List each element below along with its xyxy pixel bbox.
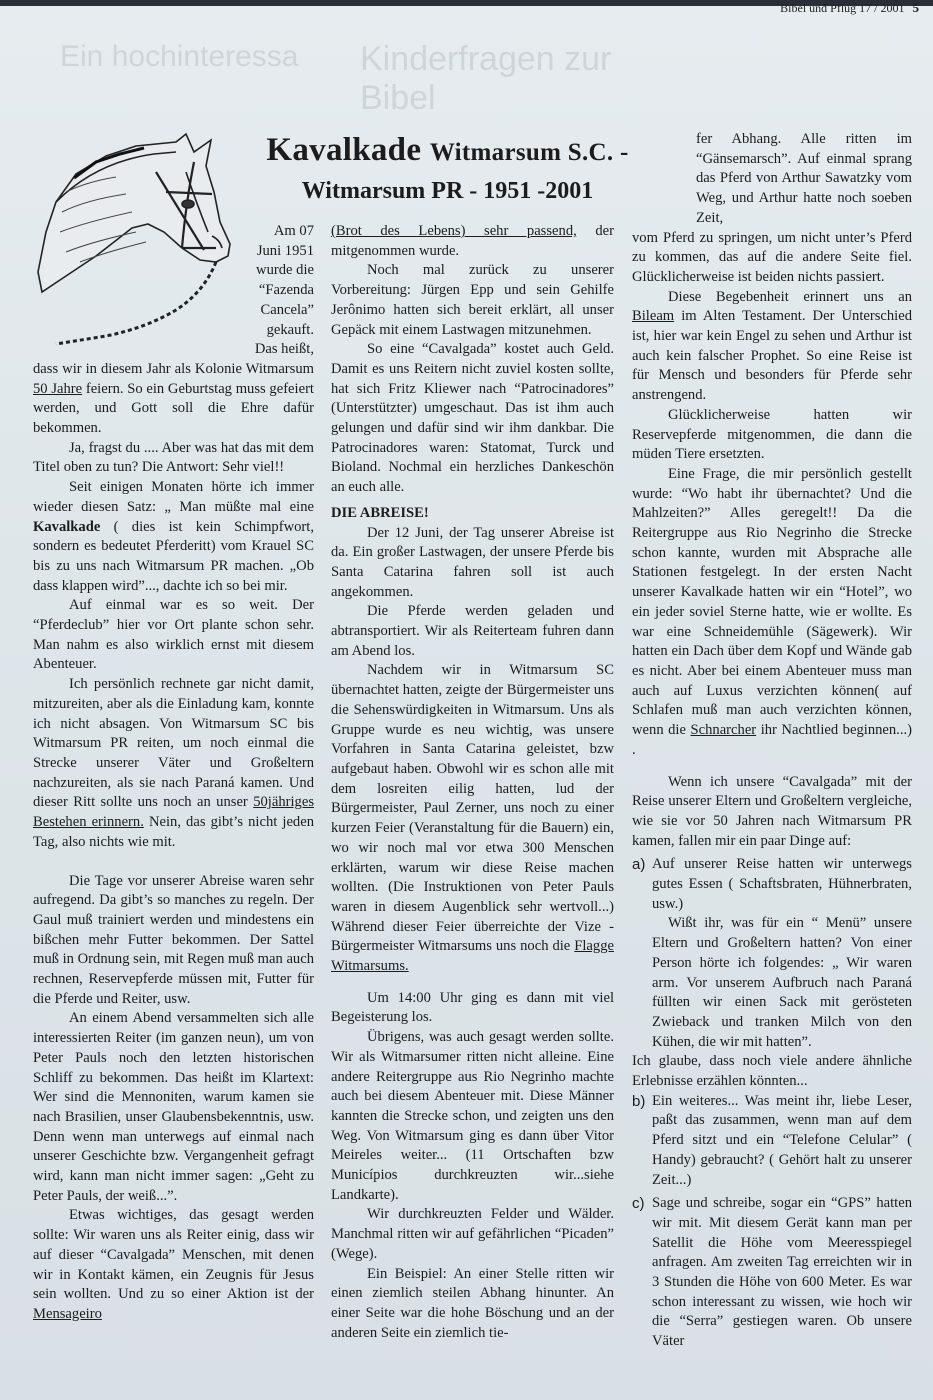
paragraph: Die Pferde werden geladen und abtransportiert. Wir als Reiterteam fuhren dann am Abend los. (331, 603, 614, 659)
title-sub: Witmarsum S.C. - (429, 139, 629, 166)
text: feiern. So ein Geburtstag muss gefeiert werden, und Gott soll die Ehre dafür bekommen. (33, 380, 314, 437)
text: Nachdem wir in Witmarsum SC übernachtet hatten, zeigte der Bürgermeister uns die Sehenswürdigkeiten in Witmarsum. Uns als Gruppe wurde es neu wichtig, was unsere Vorfahren in Santa Catarina geleistet, bzw aufgebaut haben. Obwohl wir es schon alle mit dem losreiten eilig hatten, lud der Bürgermeister, Paul Zerner, uns noch zu einer kurzen Feier (Veranstaltung für die Bauern) ein, wo wir noch mal vor etwa 300 Menschen erklärten, warum wir diese Reise machen wollten. (Die Instruktionen von Peter Pauls waren in diesem Augenblick sehr wertvoll...) Während dieser Feier überreichte der Vize - Bürgermeister Witmarsums uns noch die (331, 662, 614, 955)
paragraph: Glücklicherweise hatten wir Reservepferde mitgenommen, die dann die müden Tiere ersetzten. (632, 406, 912, 463)
show-through-text (60, 40, 660, 130)
paragraph (632, 465, 912, 761)
running-header (780, 0, 919, 18)
underlined-text: Schnarcher (690, 722, 757, 739)
wrapped-intro (33, 222, 314, 360)
text-column-3 (632, 130, 912, 1352)
paragraph (33, 360, 314, 439)
list-label: c) (632, 1195, 645, 1213)
paragraph (331, 661, 614, 976)
publication-name: Bibel und Pflug 17 / 2001 (780, 1, 905, 15)
page-number: 5 (912, 0, 919, 15)
list-label: b) (632, 1092, 646, 1110)
text: ihr Nachtlied beginnen...) . (632, 722, 912, 758)
paragraph (33, 675, 314, 852)
ghost-left: Ein hochinteressa (60, 40, 299, 73)
list-text: Auf unserer Reise hatten wir unterwegs gutes Essen ( Schaftsbraten, Hühnerbraten, usw.) (652, 856, 912, 912)
title-main: Kavalkade (266, 132, 422, 168)
list-item-b (632, 1092, 912, 1191)
paragraph: fer Abhang. Alle ritten im “Gänsemarsch”. Auf einmal sprang das Pferd von Arthur Sawatzky vom Weg, und Arthur hatte noch soeben Zeit, (696, 131, 912, 226)
paragraph: Ich glaube, dass noch viele andere ähnliche Erlebnisse erzählen könnten... (632, 1053, 912, 1090)
intro-line: “Fazenda (258, 282, 314, 299)
underlined-text: Mensageiro (33, 1305, 102, 1322)
text: Seit einigen Monaten hörte ich immer wieder diesen Satz: „ Man müßte mal eine (33, 479, 314, 515)
underlined-text: Flagge Witmarsums. (331, 938, 614, 975)
ghost-right: Kinderfragen zur Bibel (360, 40, 612, 117)
underlined-text: 50jähriges Bestehen erinnern. (33, 794, 314, 831)
paragraph: Der 12 Juni, der Tag unserer Abreise ist da. Ein großer Lastwagen, der unsere Pferde bis Santa Catarina fahren soll ist auch angekommen. (331, 524, 614, 600)
list-text: Ein weiteres... Was meint ihr, liebe Leser, paßt das zusammen, wenn man auf dem Pferd sitzt und ein “Telefone Celular” ( Handy) gebraucht? ( Gehört halt zu unserer Zeit...) (652, 1092, 912, 1188)
paragraph: vom Pferd zu springen, um nicht unter’s Pferd zu kommen, das auf die andere Seite fiel. Glücklicherweise ist beiden nichts passiert. (632, 229, 912, 285)
paragraph (33, 478, 314, 596)
text: ( dies ist kein Schimpfwort, sondern es bedeutet Pferderitt) vom Krauel SC bis zu uns nach Witmarsum PR machen. „Ob dass klappen wird”..., dachte ich so bei mir. (33, 518, 314, 594)
intro-line: gekauft. (266, 321, 314, 338)
text: dass wir in diesem Jahr als Kolonie Witmarsum (33, 360, 314, 377)
list-text: Wißt ihr, was für ein “ Menü” unsere Eltern und Großeltern hatten? Von einer Person hörte ich folgendes: „ Wir waren arm. Vor unserem Aufbruch nach Paraná füllten wir einen Sack mit gerösteten Zwieback und tranken Milch von den Kühen, die wir mit hatten”. (652, 915, 912, 1050)
text-column-2 (331, 222, 614, 1343)
intro-line: wurde die (256, 262, 314, 279)
intro-line: Cancela” (260, 301, 314, 318)
bold-text: Kavalkade (33, 518, 101, 535)
list-label: a) (632, 856, 646, 874)
underlined-text: (Brot des Lebens) sehr passend, (331, 223, 577, 239)
paragraph: Um 14:00 Uhr ging es dann mit viel Begeisterung los. (331, 989, 614, 1026)
intro-line: Am 07 (273, 223, 314, 239)
text: Etwas wichtiges, das gesagt werden sollte: Wir waren uns als Reiter einig, dass wir auf dieser “Cavalgada” Menschen, mit denen wir in Kontakt kämen, ein Zeugnis für Jesus sein wollten. Und zu so einer Aktion ist der (33, 1207, 314, 1303)
paragraph: Ja, fragst du .... Aber was hat das mit dem Titel oben zu tun? Die Antwort: Sehr viel!! (33, 439, 314, 476)
paragraph: So eine “Cavalgada” kostet auch Geld. Damit es uns Reitern nicht zuviel kosten sollte, hat sich Fritz Kliewer nach “Patrocinadores” (Unterstützter) umgeschaut. Das ist ihm auch gelungen und dafür sind wir ihm dankbar. Die Patrocinadores waren: Statomat, Turck und Bioland. Nochmal ein herzliches Dankeschön an euch alle. (331, 341, 614, 496)
intro-line: Juni 1951 (256, 242, 314, 259)
paragraph: Auf einmal war es so weit. Der “Pferdeclub” hier vor Ort plante schon sehr. Man nahm es also wirklich ernst mit diesem Abenteuer. (33, 597, 314, 673)
text: im Alten Testament. Der Unterschied ist, hier war kein Engel zu sehen und Arthur ist auch kein falscher Prophet. So eine Reise ist für Mensch und besonders für Pferde sehr anstrengend. (632, 308, 912, 404)
text: Nein, das gibt’s nicht jeden Tag, also nichts wie mit. (33, 814, 314, 850)
intro-line: Das heißt, (254, 341, 314, 358)
title-line-2: Witmarsum PR - 1951 -2001 (301, 178, 594, 204)
paragraph: Wir durchkreuzten Felder und Wälder. Manchmal ritten wir auf gefährlichen “Picaden” (Wege). (331, 1206, 614, 1262)
list-item-c (632, 1194, 912, 1352)
underlined-text: Bileam (632, 308, 675, 325)
paragraph: Ein Beispiel: An einer Stelle ritten wir einen ziemlich steilen Abhang hinunter. An einer Seite war die hohe Böschung und an der anderen Seite ein ziemlich tie- (331, 1265, 614, 1341)
article-title (250, 130, 645, 207)
paragraph (331, 222, 614, 261)
paragraph: Übrigens, was auch gesagt werden sollte. Wir als Witmarsumer ritten nicht alleine. Eine andere Reitergruppe aus Rio Negrinho machte auch bei diesem Abenteuer mit. Diese Männer kannten die Strecke schon, und zeigten uns den Weg. Von Witmarsum ging es dann über Vitor Meireles weiter... (11 Ortschaften bzw Municípios durchkreuzten wir...siehe Landkarte). (331, 1029, 614, 1203)
paragraph: An einem Abend versammelten sich alle interessierten Reiter (im ganzen neun), um von Peter Pauls noch den letzten historischen Schliff zu bekommen. Das heißt im Klartext: Wer sind die Mennoniten, warum kamen sie nach Brasilien, unser Glaubensbekenntnis, usw. Denn wenn man unterwegs auf einmal nach unserer Geschichte bzw. Vergangenheit gefragt wird, kann man nicht immer sagen: „Geht zu Peter Pauls, der weiß...”. (33, 1010, 314, 1204)
text: der mitgenommen wurde. (331, 223, 614, 259)
underlined-text: 50 Jahre (33, 380, 83, 397)
list-text: Sage und schreibe, sogar ein “GPS” hatten wir mit. Mit diesem Gerät kann man per Satellit die Höhe vom Meeresspiegel anfragen. Am zweiten Tag erreichten wir in 3 Stunden die Höhe von 600 Meter. Es war schon interessant zu wissen, wie hoch wir die “Serra” gestiegen waren. Ob unsere Väter (652, 1195, 912, 1350)
paragraph (632, 288, 912, 406)
text: Diese Begebenheit erinnert uns an (668, 288, 912, 305)
paragraph: Noch mal zurück zu unserer Vorbereitung: Jürgen Epp und sein Gehilfe Jerônimo hatten sich bereit erklärt, all unser Gepäck mit einem Lastwagen mitzunehmen. (331, 262, 614, 338)
text-column-1 (33, 222, 314, 1325)
paragraph (33, 1206, 314, 1324)
text: Eine Frage, die mir persönlich gestellt wurde: “Wo habt ihr übernachtet? Und die Mahlzeiten?” Alles geregelt!! Da die Reitergruppe aus Rio Negrinho die Strecke schon kannte, wurden mit Absprache alle Stationen festgelegt. In der ersten Nacht unserer Kavalkade hatten wir ein “Hotel”, wo ein jeder soviel Sterne hatte, wie er wollte. Es war eine Schneidemühle (Sägewerk). Wir hatten ein Dach über dem Kopf und Wände gab es nicht. Aber bei einem Abenteuer muss man auch auf Luxus verzichten können( auf Schlafen muß man auch verzichten können, wenn die (632, 465, 912, 739)
paragraph: Wenn ich unsere “Cavalgada” mit der Reise unserer Eltern und Großeltern vergleiche, wie sie vor 50 Jahren nach Witmarsum PR kamen, fallen mir ein paar Dinge auf: (632, 773, 912, 849)
list-item-a (632, 855, 912, 1052)
section-heading: DIE ABREISE! (331, 504, 429, 521)
paragraph: Die Tage vor unserer Abreise waren sehr aufregend. Da gibt’s so manches zu regeln. Der Gaul muß trainiert werden und mindestens ein bißchen mehr Futter bekommen. Der Sattel muß in Ordnung sein, mit Regen muß man auch rechnen, Reservepferde müssen mit, Futter für die Pferde und Reiter, usw. (33, 872, 314, 1007)
text: Ich persönlich rechnete gar nicht damit, mitzureiten, aber als die Einladung kam, konnte ich nicht absagen. Von Witmarsum SC bis Witmarsum PR reiten, um noch einmal die Strecke unserer Väter und Großeltern nachzureiten, als sie nach Paraná kamen. Und dieser Ritt sollte uns noch an unser (33, 676, 314, 811)
title-line-1 (250, 130, 645, 173)
